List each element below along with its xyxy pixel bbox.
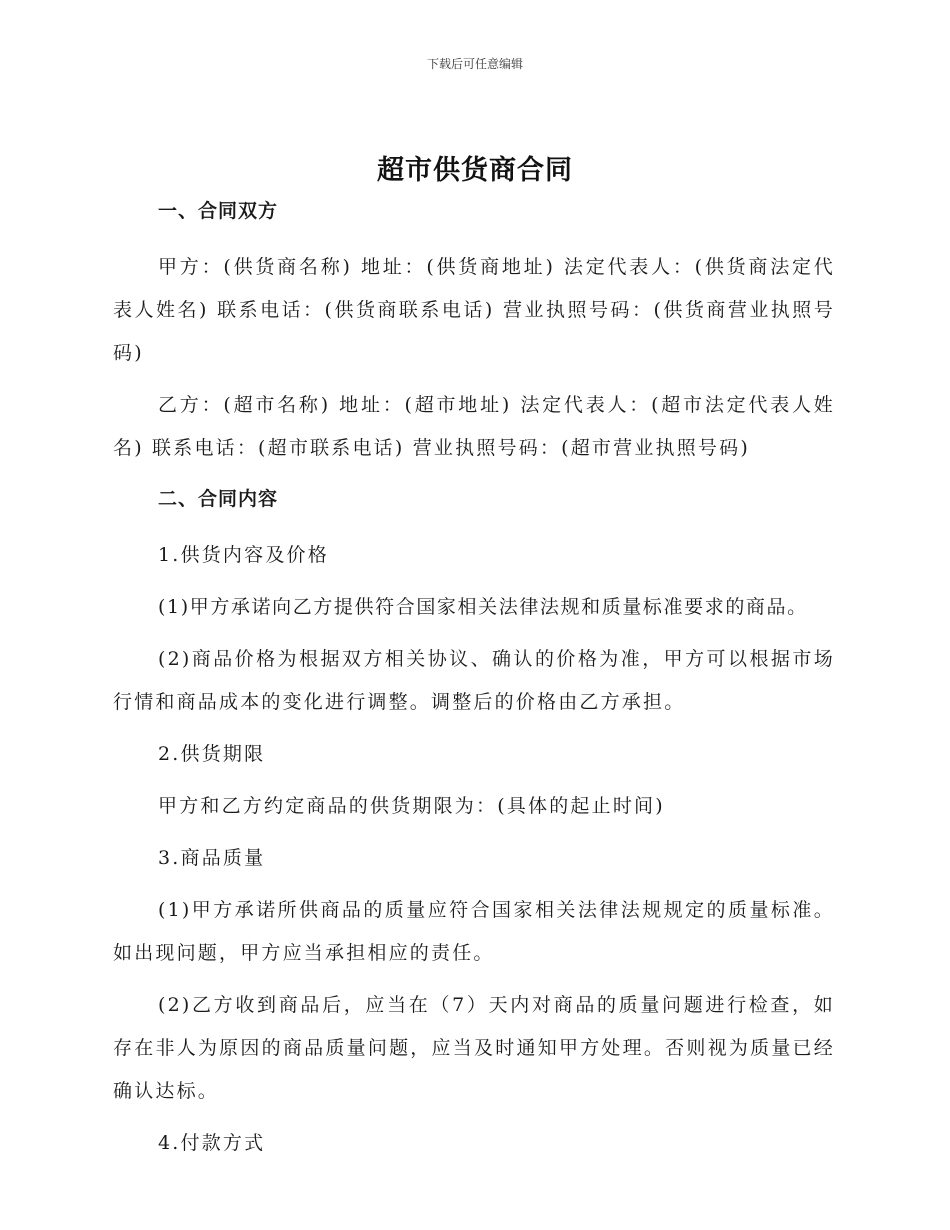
item3-paragraph-2: (2)乙方收到商品后，应当在（7）天内对商品的质量问题进行检查，如存在非人为原因的商品质量问题，应当及时通知甲方处理。否则视为质量已经确认达标。 bbox=[113, 994, 835, 1102]
item1-paragraph-1: (1)甲方承诺向乙方提供符合国家相关法律法规和质量标准要求的商品。 bbox=[158, 596, 808, 618]
section-heading-parties: 一、合同双方 bbox=[158, 200, 279, 222]
item1-title: 1.供货内容及价格 bbox=[158, 544, 329, 566]
party-a-paragraph: 甲方：(供货商名称) 地址：(供货商地址) 法定代表人：(供货商法定代表人姓名) 联系电话：(供货商联系电话) 营业执照号码：(供货商营业执照号码) bbox=[113, 256, 835, 364]
document-body bbox=[113, 196, 835, 1174]
party-b-paragraph: 乙方：(超市名称) 地址：(超市地址) 法定代表人：(超市法定代表人姓名) 联系电话：(超市联系电话) 营业执照号码：(超市营业执照号码) bbox=[113, 394, 835, 459]
item1-paragraph-2: (2)商品价格为根据双方相关协议、确认的价格为准，甲方可以根据市场行情和商品成本的变化进行调整。调整后的价格由乙方承担。 bbox=[113, 648, 835, 713]
document-title: 超市供货商合同 bbox=[377, 155, 573, 186]
item3-paragraph-1: (1)甲方承诺所供商品的质量应符合国家相关法律法规规定的质量标准。如出现问题，甲方应当承担相应的责任。 bbox=[113, 899, 835, 964]
item3-title: 3.商品质量 bbox=[158, 847, 266, 869]
item2-paragraph-1: 甲方和乙方约定商品的供货期限为：(具体的起止时间) bbox=[158, 795, 665, 817]
item2-title: 2.供货期限 bbox=[158, 743, 266, 765]
item4-title: 4.付款方式 bbox=[158, 1132, 266, 1154]
section-heading-content: 二、合同内容 bbox=[158, 488, 279, 510]
header-note: 下载后可任意编辑 bbox=[426, 57, 523, 71]
